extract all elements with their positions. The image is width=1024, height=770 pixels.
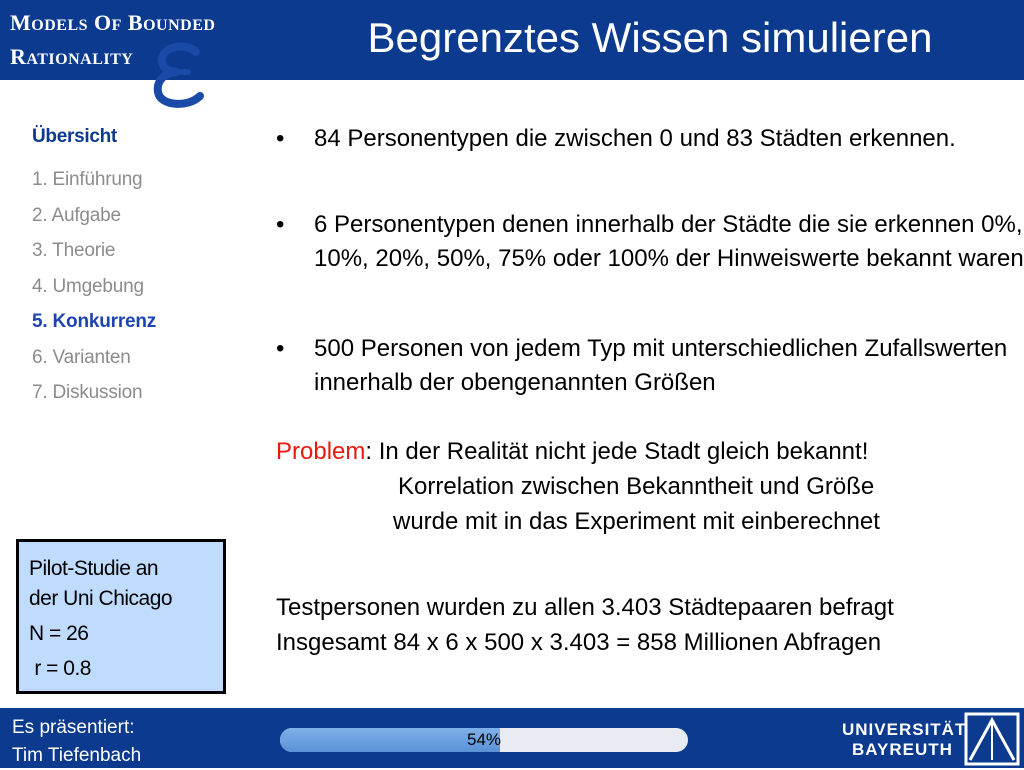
uni-emblem-icon [964, 712, 1020, 766]
pilot-line-2: der Uni Chicago [29, 587, 173, 610]
bullet-dot: • [276, 125, 285, 152]
pilot-r-text: r = 0.8 [29, 657, 91, 680]
bullet-item [276, 332, 1024, 400]
epsilon-emblem-icon [152, 42, 208, 108]
problem-statement [276, 434, 1016, 539]
mbr-logo [0, 0, 230, 108]
pilot-line-1: Pilot-Studie an [29, 557, 159, 580]
bullet-text: 84 Personentypen die zwischen 0 und 83 Städten erkennen. [314, 125, 956, 152]
uni-name-line-2: BAYREUTH [852, 740, 953, 759]
sidebar-item-konkurrenz[interactable]: 5. Konkurrenz [32, 311, 157, 332]
problem-line-1 [276, 434, 1016, 469]
bullet-dot: • [276, 211, 285, 238]
sidebar-heading: Übersicht [32, 126, 117, 147]
bullet-text: 500 Personen von jedem Typ mit unterschiedlichen Zufallswerten innerhalb der obengenannten Größen [314, 335, 1008, 396]
testpersonen-line: Testpersonen wurden zu allen 3.403 Städtepaaren befragt [276, 594, 894, 621]
sidebar-item-einfuehrung[interactable]: 1. Einführung [32, 169, 143, 190]
bullet-dot: • [276, 335, 285, 362]
sidebar-item-diskussion[interactable]: 7. Diskussion [32, 382, 143, 403]
bullet-text: 6 Personentypen denen innerhalb der Städte die sie erkennen 0%, 10%, 20%, 50%, 75% oder 100% der Hinweiswerte bekannt waren [314, 211, 1024, 272]
slide-header [0, 0, 1024, 108]
problem-line-3: wurde mit in das Experiment mit einberechnet [393, 508, 880, 535]
bullet-item [276, 208, 1024, 276]
sidebar-item-theorie[interactable]: 3. Theorie [32, 240, 116, 261]
problem-text-1: : In der Realität nicht jede Stadt gleich bekannt! [365, 438, 869, 465]
sidebar-nav [32, 126, 252, 418]
problem-line-2: Korrelation zwischen Bekanntheit und Größe [398, 473, 875, 500]
sidebar-item-aufgabe[interactable]: 2. Aufgabe [32, 204, 121, 226]
progress-bar [280, 728, 688, 752]
logo-line-1: MODELS OF BOUNDED [10, 10, 216, 35]
summary-text [276, 590, 1016, 660]
progress-label: 54% [466, 730, 502, 749]
slide-footer [0, 708, 1024, 768]
sidebar-item-varianten[interactable]: 6. Varianten [32, 346, 131, 368]
pilot-study-box [16, 539, 226, 694]
pilot-r-value [29, 654, 213, 684]
presenter-info [12, 714, 141, 770]
bullet-item [276, 122, 1014, 156]
presenter-name: Tim Tiefenbach [12, 745, 142, 766]
uni-name-line-1: UNIVERSITÄT [842, 720, 967, 739]
problem-label: Problem [276, 438, 366, 465]
insgesamt-line: Insgesamt 84 x 6 x 500 x 3.403 = 858 Millionen Abfragen [276, 629, 882, 656]
logo-line-2: RATIONALITY [10, 44, 134, 69]
presenter-label: Es präsentiert: [12, 717, 135, 738]
slide-title: Begrenztes Wissen simulieren [367, 14, 933, 61]
pilot-n-value: N = 26 [29, 622, 89, 645]
sidebar-item-umgebung[interactable]: 4. Umgebung [32, 275, 144, 297]
uni-bayreuth-logo [842, 712, 1022, 766]
